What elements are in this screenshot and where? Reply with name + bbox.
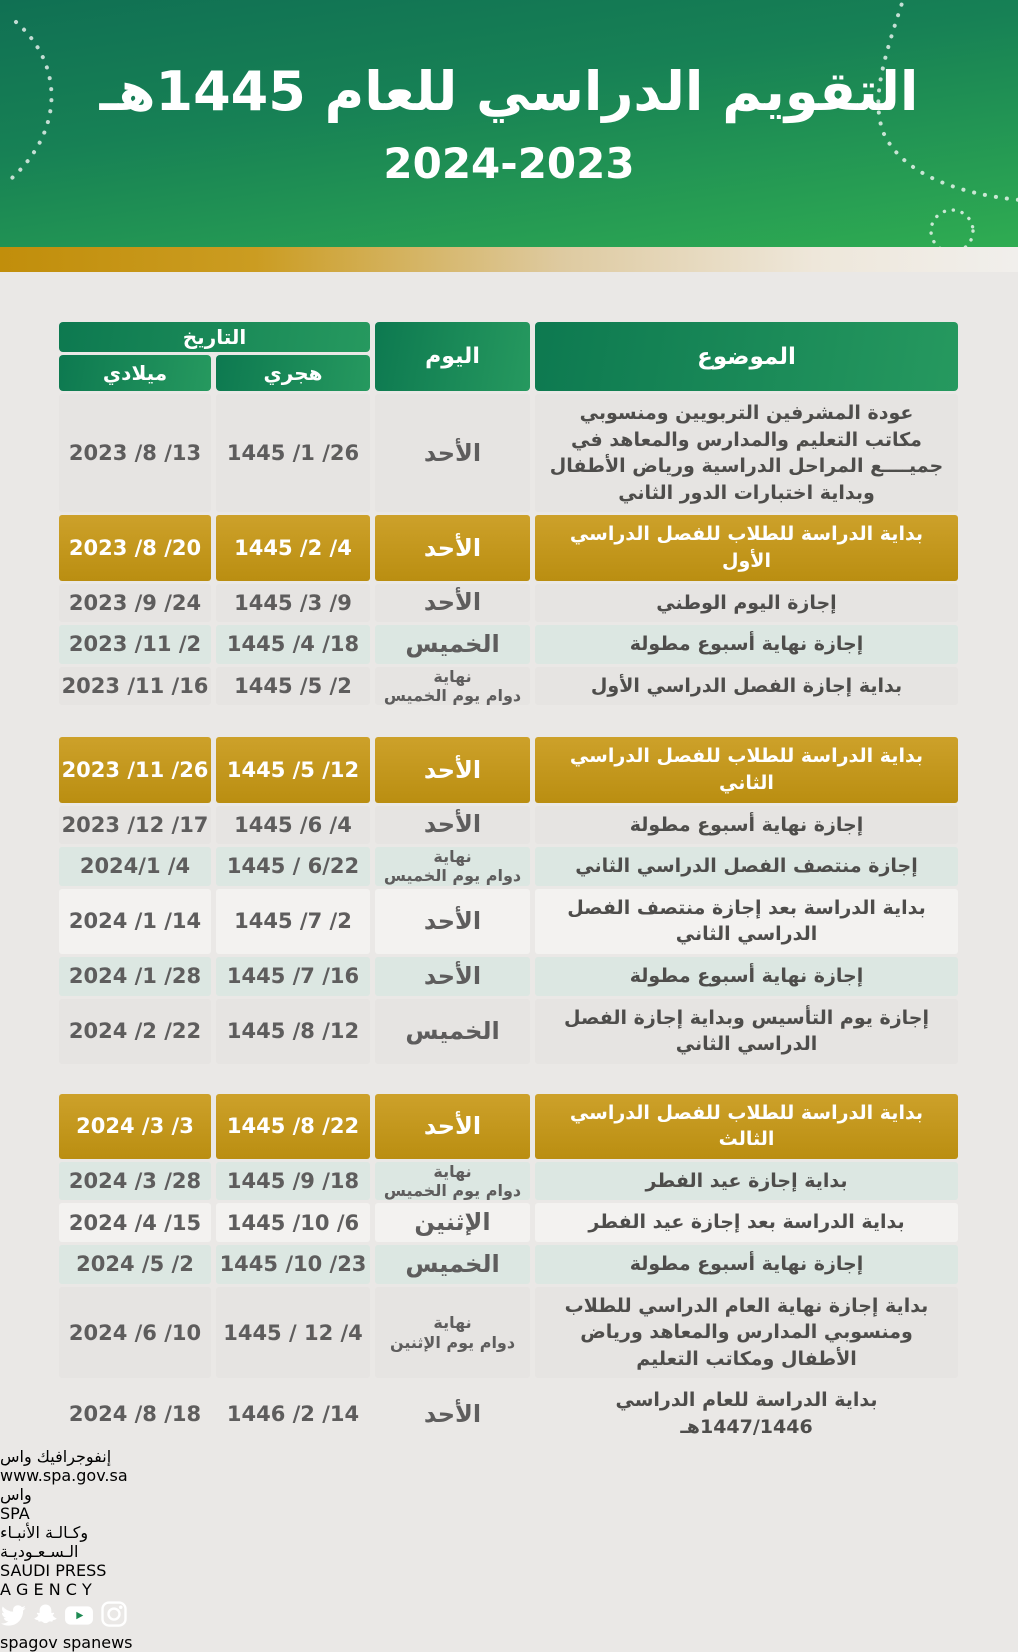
hijri-date-cell: 1445 /5 /12	[216, 737, 370, 802]
twitter-icon[interactable]	[0, 1602, 27, 1629]
day-cell	[375, 806, 530, 845]
day-cell	[375, 667, 530, 706]
table-row	[60, 584, 958, 623]
page-title: التقويم الدراسي للعام 1445هـ	[99, 60, 919, 123]
subject-cell: عودة المشرفين التربويين ومنسوبي مكاتب التعليم والمدارس والمعاهد في جميــــع المراحل الدراسية ورياض الأطفال وبداية اختبارات الدور الثاني	[535, 394, 958, 512]
twitter-handle[interactable]: spagov	[0, 1632, 58, 1652]
table-row	[60, 999, 958, 1064]
date-group-header: التاريخ	[59, 322, 370, 352]
gregorian-date-cell: 2023 /8 /13	[59, 394, 211, 512]
gregorian-date-cell: 2024 /3 /3	[59, 1094, 211, 1159]
day-cell	[375, 737, 530, 802]
gregorian-date-cell: 2024 /1 /28	[59, 957, 211, 996]
table-row	[60, 667, 958, 706]
day-label: نهاية	[433, 847, 472, 867]
spa-wordmark	[0, 1485, 1018, 1523]
subject-cell: إجازة نهاية أسبوع مطولة	[535, 957, 958, 996]
gregorian-date-cell: 2024 /8 /18	[68, 1402, 202, 1427]
hijri-date-cell: 1445 /3 /9	[216, 584, 370, 623]
day-cell	[375, 1287, 530, 1379]
day-sublabel: دوام يوم الخميس	[383, 686, 522, 706]
subject-cell: إجازة نهاية أسبوع مطولة	[535, 625, 958, 664]
day-cell	[375, 1162, 530, 1201]
hijri-date-cell: 1445 /10 /6	[216, 1203, 370, 1242]
day-sublabel: دوام يوم الخميس	[383, 1181, 522, 1201]
day-label: الأحد	[423, 1399, 482, 1428]
hijri-date-cell: 1445 /7 /2	[216, 889, 370, 954]
term2-table	[60, 737, 958, 1063]
day-label: الخميس	[405, 630, 500, 659]
social-media-group	[0, 1599, 1018, 1652]
table-header	[60, 322, 958, 391]
day-label: الخميس	[405, 1249, 500, 1278]
agency-name-arabic-line1: وكـالـة الأنبـاء	[0, 1522, 89, 1542]
day-label: الأحد	[423, 961, 482, 990]
day-column-header: اليوم	[375, 322, 530, 391]
gold-divider	[0, 247, 1018, 272]
agency-name-english-line1: SAUDI PRESS	[0, 1560, 107, 1580]
hijri-date-cell: 1445 /7 /16	[216, 957, 370, 996]
table-row	[60, 515, 958, 580]
day-label: الأحد	[423, 755, 482, 784]
day-cell	[375, 999, 530, 1064]
table-row	[60, 1245, 958, 1284]
subject-cell: بداية إجازة نهاية العام الدراسي للطلاب ومنسوبي المدارس والمعاهد ورياض الأطفال ومكاتب التعليم	[535, 1287, 958, 1379]
gregorian-date-cell: 2024 /2 /22	[59, 999, 211, 1064]
page-subtitle: 2024-2023	[383, 139, 635, 188]
table-row	[60, 806, 958, 845]
day-label: الأحد	[423, 810, 482, 839]
subject-cell: بداية الدراسة للعام الدراسي 1447/1446هـ	[615, 1389, 878, 1439]
day-label: الأحد	[423, 533, 482, 562]
hijri-date-cell: 1445 /9 /18	[216, 1162, 370, 1201]
spa-wordmark-latin: SPA	[0, 1503, 30, 1523]
gregorian-column-header: ميلادي	[59, 355, 211, 391]
subject-cell: إجازة نهاية أسبوع مطولة	[535, 1245, 958, 1284]
subject-column-header: الموضوع	[535, 322, 958, 391]
day-cell	[375, 394, 530, 512]
term3-table	[60, 1094, 958, 1447]
gregorian-date-cell: 2024 /5 /2	[59, 1245, 211, 1284]
spa-wordmark-arabic: واس	[0, 1484, 32, 1504]
hijri-date-cell: 1445 /10 /23	[216, 1245, 370, 1284]
day-label: نهاية	[433, 666, 472, 686]
day-cell	[375, 1094, 530, 1159]
subject-cell: بداية إجازة الفصل الدراسي الأول	[535, 667, 958, 706]
calendar-content	[0, 322, 1018, 1447]
hijri-column-header: هجري	[216, 355, 370, 391]
gregorian-date-cell: 2024/1 /4	[59, 847, 211, 886]
table-row	[60, 1381, 958, 1446]
subject-cell: بداية إجازة عيد الفطر	[535, 1162, 958, 1201]
day-label: الأحد	[423, 906, 482, 935]
subject-cell: بداية الدراسة للطلاب للفصل الدراسي الأول	[535, 515, 958, 580]
day-cell	[375, 847, 530, 886]
hijri-date-cell: 1446 /2 /14	[226, 1402, 360, 1427]
term1-table	[60, 322, 958, 705]
gregorian-date-cell: 2023 /11 /16	[59, 667, 211, 706]
subject-cell: إجازة اليوم الوطني	[535, 584, 958, 623]
gregorian-date-cell: 2024 /4 /15	[59, 1203, 211, 1242]
day-label: نهاية	[433, 1161, 472, 1181]
table-row	[60, 1203, 958, 1242]
table-row	[60, 889, 958, 954]
table-row	[60, 737, 958, 802]
table-row	[60, 1287, 958, 1379]
hijri-date-cell: 1445 / 12 /4	[216, 1287, 370, 1379]
hijri-date-cell: 1445 /6 /4	[216, 806, 370, 845]
table-row	[60, 394, 958, 512]
hijri-date-cell: 1445 / 6/22	[216, 847, 370, 886]
table-row	[60, 1162, 958, 1201]
table-row	[60, 957, 958, 996]
footer-banner	[0, 1447, 1018, 1652]
website-url[interactable]: www.spa.gov.sa	[0, 1465, 128, 1485]
subject-cell: إجازة نهاية أسبوع مطولة	[535, 806, 958, 845]
gregorian-date-cell: 2023 /12 /17	[59, 806, 211, 845]
footer-tagline-group	[0, 1447, 1018, 1485]
day-cell	[375, 515, 530, 580]
instagram-handle[interactable]: spanews	[62, 1632, 133, 1652]
day-sublabel: دوام يوم الخميس	[383, 866, 522, 886]
subject-cell: بداية الدراسة للطلاب للفصل الدراسي الثاني	[535, 737, 958, 802]
agency-name-english-line2: A G E N C Y	[0, 1579, 92, 1599]
gregorian-date-cell: 2024 /6 /10	[59, 1287, 211, 1379]
hijri-date-cell: 1445 /5 /2	[216, 667, 370, 706]
subject-cell: إجازة منتصف الفصل الدراسي الثاني	[535, 847, 958, 886]
gregorian-date-cell: 2024 /3 /28	[59, 1162, 211, 1201]
gregorian-date-cell: 2023 /9 /24	[59, 584, 211, 623]
day-sublabel: دوام يوم الإثنين	[389, 1332, 516, 1352]
hijri-date-cell: 1445 /8 /12	[216, 999, 370, 1064]
day-label: الإثنين	[414, 1208, 491, 1237]
day-cell	[375, 1203, 530, 1242]
day-cell	[375, 625, 530, 664]
spa-agency-name	[0, 1523, 1018, 1599]
hijri-date-cell: 1445 /2 /4	[216, 515, 370, 580]
subject-cell: بداية الدراسة للطلاب للفصل الدراسي الثالث	[535, 1094, 958, 1159]
hijri-date-cell: 1445 /8 /22	[216, 1094, 370, 1159]
gregorian-date-cell: 2023 /8 /20	[59, 515, 211, 580]
day-label: الأحد	[423, 1111, 482, 1140]
gregorian-date-cell: 2024 /1 /14	[59, 889, 211, 954]
subject-cell: إجازة يوم التأسيس وبداية إجازة الفصل الدراسي الثاني	[535, 999, 958, 1064]
gregorian-date-cell: 2023 /11 /2	[59, 625, 211, 664]
day-label: الأحد	[423, 438, 482, 467]
agency-name-arabic-line2: الـسـعـوديـة	[0, 1541, 79, 1561]
subject-cell: بداية الدراسة بعد إجازة منتصف الفصل الدراسي الثاني	[535, 889, 958, 954]
hijri-date-cell: 1445 /1 /26	[216, 394, 370, 512]
day-cell	[375, 1381, 530, 1446]
subject-cell: بداية الدراسة بعد إجازة عيد الفطر	[535, 1203, 958, 1242]
snapchat-icon[interactable]	[32, 1602, 59, 1629]
instagram-icon[interactable]	[99, 1599, 129, 1629]
day-cell	[375, 957, 530, 996]
table-row	[60, 1094, 958, 1159]
hijri-date-cell: 1445 /4 /18	[216, 625, 370, 664]
day-label: الأحد	[423, 588, 482, 617]
hero-header	[0, 0, 1018, 247]
gregorian-date-cell: 2023 /11 /26	[59, 737, 211, 802]
day-cell	[375, 1245, 530, 1284]
day-cell	[375, 889, 530, 954]
table-row	[60, 625, 958, 664]
spa-logo	[0, 1485, 1018, 1599]
table-row	[60, 847, 958, 886]
infographic-tagline: إنفوجرافيك واس	[0, 1446, 112, 1466]
day-cell	[375, 584, 530, 623]
day-label: الخميس	[405, 1016, 500, 1045]
youtube-icon[interactable]	[64, 1602, 94, 1629]
day-label: نهاية	[433, 1313, 472, 1333]
